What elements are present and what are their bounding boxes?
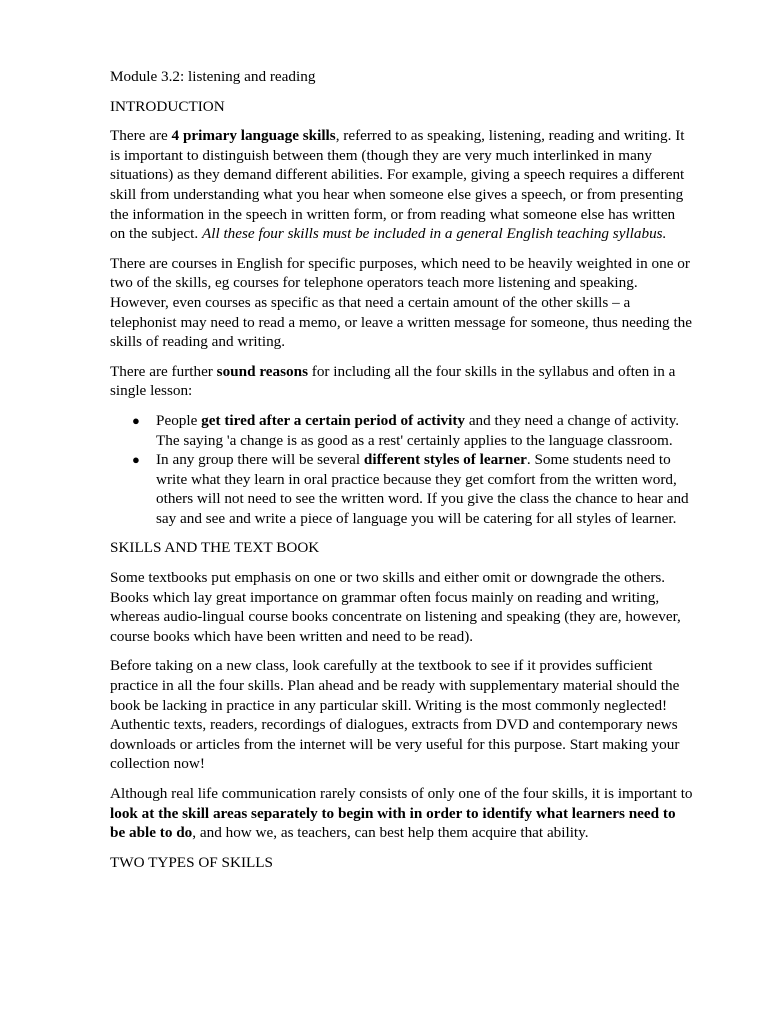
document-page (110, 67, 694, 882)
bold-text-run: look at the skill areas separately to begin with in order to identify what learners need to be able to do (110, 804, 676, 842)
text-run: People (156, 411, 202, 429)
intro-paragraph-1 (110, 126, 694, 244)
list-item (132, 450, 694, 528)
text-run: There are (110, 127, 172, 145)
text-run: for including all the four skills in the syllabus and often in a single lesson: (110, 362, 676, 400)
bold-text-run: different styles of learner (363, 451, 527, 469)
intro-paragraph-3 (110, 362, 694, 401)
module-title: Module 3.2: listening and reading (110, 68, 316, 85)
bold-text-run: 4 primary language skills (171, 127, 336, 145)
text-run: Although real life communication rarely consists of only one of the four skills, it is important to (110, 785, 693, 802)
italic-text-run: All these four skills must be included in a general English teaching syllabus. (201, 225, 667, 243)
intro-paragraph-2: There are courses in English for specific purposes, which need to be heavily weighted in one or two of the skills, eg courses for telephone operators teach more listening and speaking. However, even courses as specific as that need a certain amount of the other skills – a telephonist may need to read a memo, or leave a written message for someone, thus needing the skills of reading and writing. (110, 254, 692, 351)
text-run: In any group there will be several (156, 451, 364, 469)
list-item (132, 411, 694, 450)
text-run: There are further (110, 362, 217, 380)
section-heading-two-types-of-skills: TWO TYPES OF SKILLS (110, 853, 273, 871)
section-heading-skills-and-text-book: SKILLS AND THE TEXT BOOK (110, 539, 320, 557)
textbook-paragraph-1: Some textbooks put emphasis on one or two skills and either omit or downgrade the others. Books which lay great importance on grammar often focus mainly on reading and writing, whereas audio-lingual course books concentrate on listening and speaking (they are, however, course books which have been written and need to be read). (110, 569, 681, 645)
text-run: , and how we, as teachers, can best help them acquire that ability. (192, 824, 589, 842)
textbook-paragraph-2: Before taking on a new class, look carefully at the textbook to see if it provides sufficient practice in all the four skills. Plan ahead and be ready with supplementary material should the book be lacking in practice in any particular skill. Writing is the most commonly neglected! Authentic texts, readers, recordings of dialogues, extracts from DVD and contemporary news downloads or articles from the internet will be very useful for this purpose. Start making your collection now! (110, 657, 680, 773)
bold-text-run: sound reasons (216, 362, 308, 380)
reasons-bullet-list (110, 411, 694, 529)
textbook-paragraph-3 (110, 784, 694, 843)
bullet-dot-icon: ● (132, 412, 140, 428)
text-run: and they need a change of activity. The saying 'a change is as good as a rest' certainly applies to the language classroom. (156, 411, 680, 449)
text-run: , referred to as speaking, listening, reading and writing. It is important to distinguish between them (though they are very much interlinked in many situations) as they demand different abilities. For example, giving a speech requires a different skill from understanding what you hear when someone else gives a speech, or from presenting the information in the speech in written form, or from reading what someone else has written on the subject. (110, 127, 685, 243)
bold-text-run: get tired after a certain period of activity (201, 411, 466, 429)
bullet-dot-icon: ● (132, 452, 140, 468)
section-heading-introduction: INTRODUCTION (110, 97, 225, 115)
text-run: . Some students need to write what they learn in oral practice because they get comfort from the written word, others will not need to see the written word. If you give the class the chance to hear and say and see and write a piece of language you will be catering for all styles of learner. (156, 451, 689, 527)
